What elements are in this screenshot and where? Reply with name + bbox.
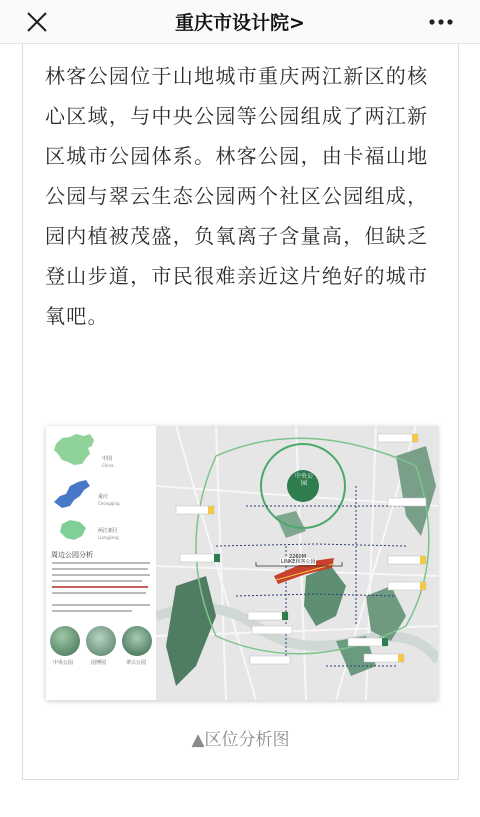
legend-china-label: 中国: [102, 456, 113, 462]
district-map: [156, 426, 438, 700]
legend-chongqing-en: Chongqing: [98, 501, 120, 506]
location-analysis-figure[interactable]: [46, 426, 438, 700]
garden-expo-photo: [86, 626, 116, 656]
photo-label-expo: 园博园: [91, 660, 107, 666]
figure-caption: ▲区位分析图: [191, 730, 290, 750]
top-bar: [0, 0, 480, 44]
legend-chongqing-label: 重庆: [98, 494, 109, 500]
legend-china-en: China: [102, 463, 114, 468]
chongqing-map-icon: [52, 478, 92, 510]
chevron-right-icon: >: [289, 12, 305, 34]
article-paragraph: 林客公园位于山地城市重庆两江新区的核心区域，与中央公园等公园组成了两江新区城市公园体系。林客公园，由卡福山地公园与翠云生态公园两个社区公园组成，园内植被茂盛，负氧离子含量高，但缺乏登山步道，市民很难亲近这片绝好的城市氧吧。: [45, 64, 429, 328]
cuiyun-park-photo: [122, 626, 152, 656]
legend-liangjiang-en: Liangjiang: [98, 535, 119, 540]
liangjiang-map-icon: [58, 518, 88, 542]
photo-label-cuiyun: 翠云公园: [126, 660, 147, 666]
section-title: 周边公园分析: [51, 551, 93, 559]
more-icon[interactable]: [428, 13, 454, 31]
figure-legend-panel: [46, 426, 156, 700]
article-card: [22, 44, 459, 780]
china-map-icon: [52, 432, 96, 468]
account-title[interactable]: [0, 8, 480, 35]
linke-park-label: LINKE林客公园: [281, 559, 316, 565]
account-name[interactable]: 重庆市设计院: [175, 12, 290, 34]
central-park-photo: [50, 626, 80, 656]
central-park-label: 中央公园: [294, 473, 313, 487]
photo-label-central: 中央公园: [53, 660, 74, 666]
distance-label: 2260M: [289, 554, 307, 560]
legend-liangjiang-label: 两江新区: [98, 528, 119, 534]
